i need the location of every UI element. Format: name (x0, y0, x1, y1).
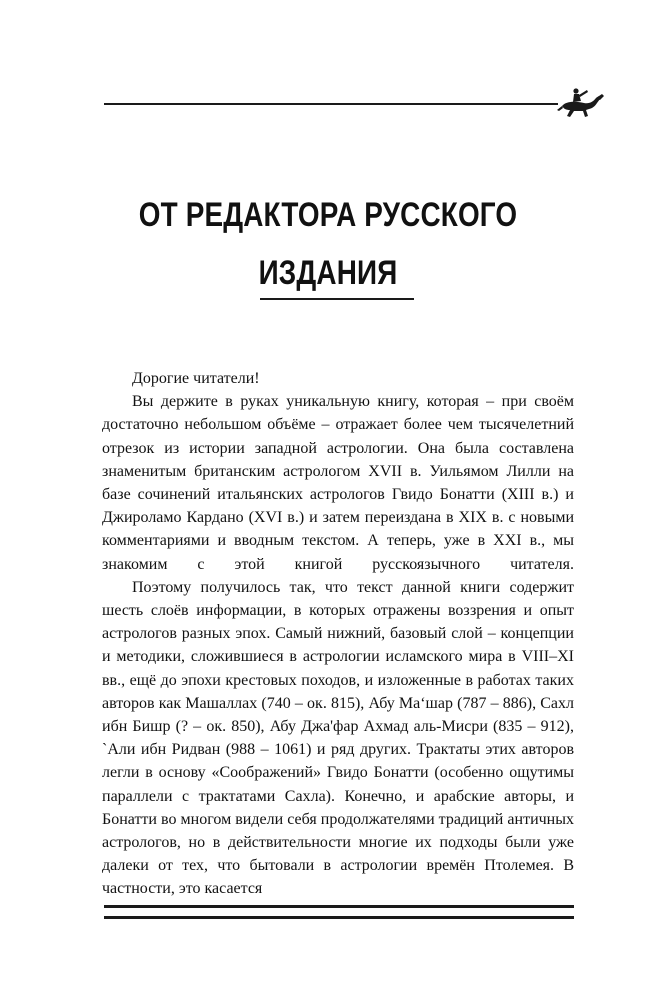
paragraph-1: Вы держите в руках уникальную книгу, которая – при своём достаточно небольшом объёме – отражает более чем тысячелетний отрезок из истории западной астрологии. Она была составлена знаменитым британским астрологом XVII в. Уильямом Лилли на базе сочинений итальянских астрологов Гвидо Бонатти (XIII в.) и Джироламо Кардано (XVI в.) и затем переиздана в XIX в. с новыми комментариями и вводным текстом. А теперь, уже в XXI в., мы знакомим с этой книгой русскоязычного читателя. (102, 393, 574, 573)
header-rule (104, 103, 558, 105)
page-title-line-1: ОТ РЕДАКТОРА РУССКОГО (138, 196, 518, 234)
greeting: Дорогие читатели! (132, 370, 260, 387)
page-title-line-2: ИЗДАНИЯ (258, 254, 398, 292)
title-underline (260, 298, 414, 300)
footer-rule (104, 905, 574, 919)
rider-on-horse-icon (556, 86, 606, 120)
paragraph-2: Поэтому получилось так, что текст данной книги содержит шесть слоёв информации, в которых отражены воззрения и опыт астрологов разных эпох. Самый нижний, базовый слой – концепции и методики, сложившиеся в астрологии исламского мира в VIII–XI вв., ещё до эпохи крестовых походов, и изложенные в работах таких авторов как Машаллах (740 – ок. 815), Абу Ма‘шар (787 – 886), Сахл ибн Бишр (? – ок. 850), Абу Джа'фар Ахмад аль-Мисри (835 – 912), `Али ибн Ридван (988 – 1061) и ряд других. Трактаты этих авторов легли в основу «Соображений» Гвидо Бонатти (особенно ощутимы параллели с трактатами Сахла). Конечно, и арабские авторы, и Бонатти во многом видели себя продолжателями традиций античных астрологов, но в действительности многие их подходы были уже далеки от тех, что бытовали в астрологии времён Птолемея. В частности, это касается (102, 578, 574, 898)
body-text (102, 367, 574, 901)
